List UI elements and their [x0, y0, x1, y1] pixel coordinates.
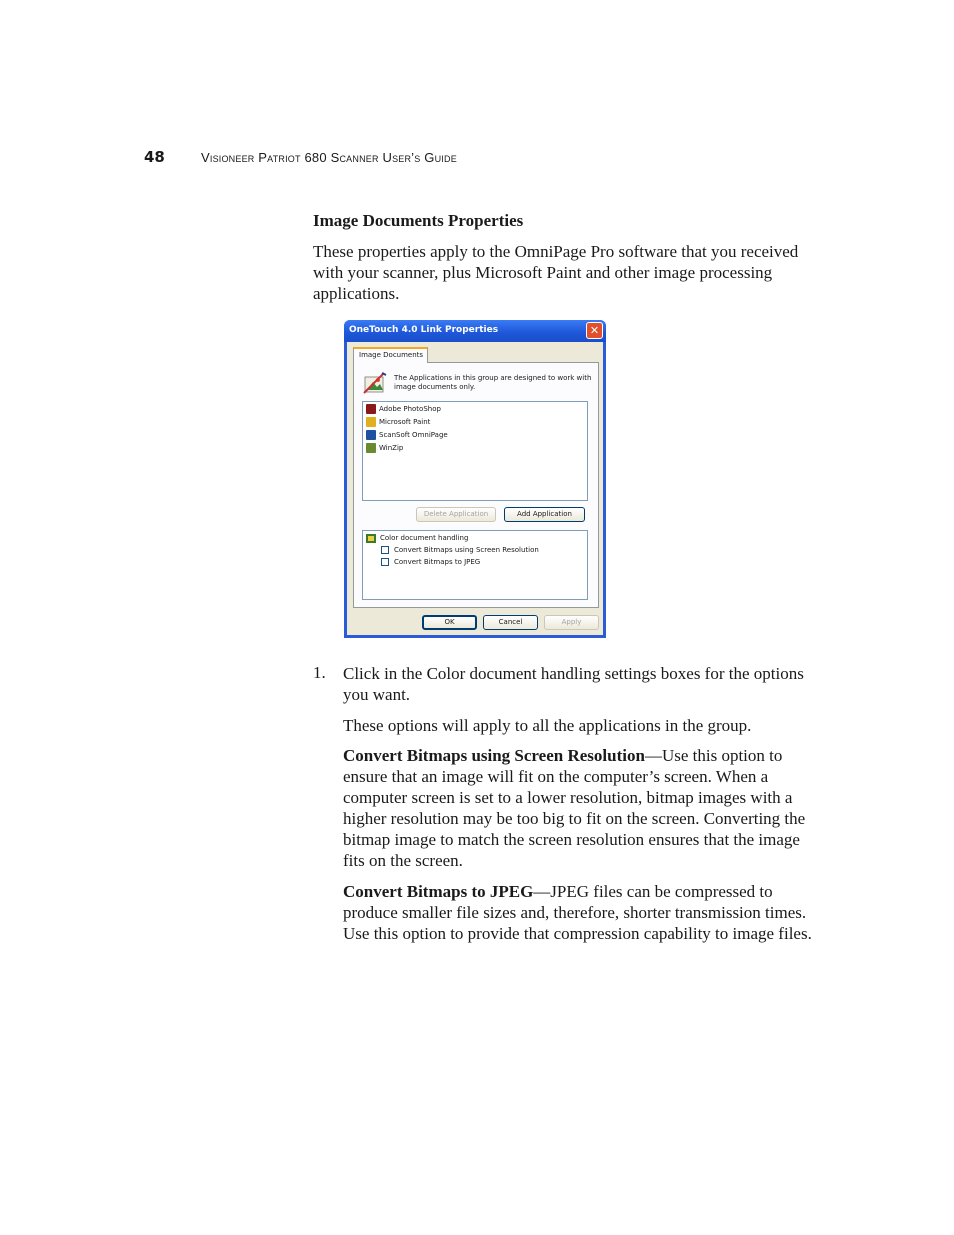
tab-panel	[353, 362, 599, 608]
jpeg-checkbox[interactable]	[381, 558, 389, 566]
properties-dialog	[344, 320, 606, 638]
image-documents-icon	[362, 371, 388, 395]
option-1-term: Convert Bitmaps using Screen Resolution	[343, 746, 645, 765]
apply-button[interactable]: Apply	[544, 615, 599, 630]
list-item[interactable]: WinZip	[366, 443, 403, 454]
option-screen-resolution[interactable]: Convert Bitmaps using Screen Resolution	[381, 545, 539, 555]
photoshop-icon	[366, 404, 376, 414]
step-1-text: Click in the Color document handling settings boxes for the options you want.	[343, 664, 804, 704]
add-application-button[interactable]: Add Application	[504, 507, 585, 522]
page-number: 48	[144, 148, 165, 166]
screen-resolution-checkbox[interactable]	[381, 546, 389, 554]
option-2-term: Convert Bitmaps to JPEG	[343, 882, 534, 901]
section-heading: Image Documents Properties	[313, 211, 524, 230]
application-list[interactable]	[362, 401, 588, 501]
option-2-description: Convert Bitmaps to JPEG—JPEG files can be compressed to produce smaller file sizes and, therefore, shorter transmission times. Use this option to provide that compression capability to image files.	[343, 882, 812, 943]
list-item[interactable]: Microsoft Paint	[366, 417, 430, 428]
ok-button[interactable]: OK	[422, 615, 477, 630]
cancel-button[interactable]: Cancel	[483, 615, 538, 630]
intro-paragraph: These properties apply to the OmniPage Pro software that you received with your scanner, plus Microsoft Paint and other image processing applications.	[313, 242, 799, 303]
group-description: The Applications in this group are designed to work with image documents only.	[394, 374, 592, 391]
tab-image-documents[interactable]: Image Documents	[353, 347, 428, 363]
step-note: These options will apply to all the applications in the group.	[343, 716, 752, 735]
color-options-box	[362, 530, 588, 600]
winzip-icon	[366, 443, 376, 453]
step-number: 1.	[313, 663, 326, 682]
delete-application-button[interactable]: Delete Application	[416, 507, 496, 522]
dialog-client	[347, 342, 603, 635]
option-1-description: Convert Bitmaps using Screen Resolution—Use this option to ensure that an image will fit on the computer’s screen. When a computer screen is set to a lower resolution, bitmap images with a higher resolution may be too big to fit on the screen. Converting the bitmap image to match the screen resolution ensures that the image fits on the screen.	[343, 746, 806, 870]
running-title: Visioneer Patriot 680 Scanner User’s Guide	[201, 150, 457, 165]
dialog-titlebar[interactable]	[344, 320, 606, 342]
list-item[interactable]: ScanSoft OmniPage	[366, 430, 448, 441]
color-document-icon	[366, 534, 376, 543]
omnipage-icon	[366, 430, 376, 440]
paint-icon	[366, 417, 376, 427]
list-item[interactable]: Adobe PhotoShop	[366, 404, 441, 415]
color-handling-group: Color document handling	[366, 533, 468, 543]
dialog-title: OneTouch 4.0 Link Properties	[349, 325, 499, 335]
close-icon[interactable]: ✕	[586, 322, 603, 339]
option-jpeg[interactable]: Convert Bitmaps to JPEG	[381, 557, 480, 567]
